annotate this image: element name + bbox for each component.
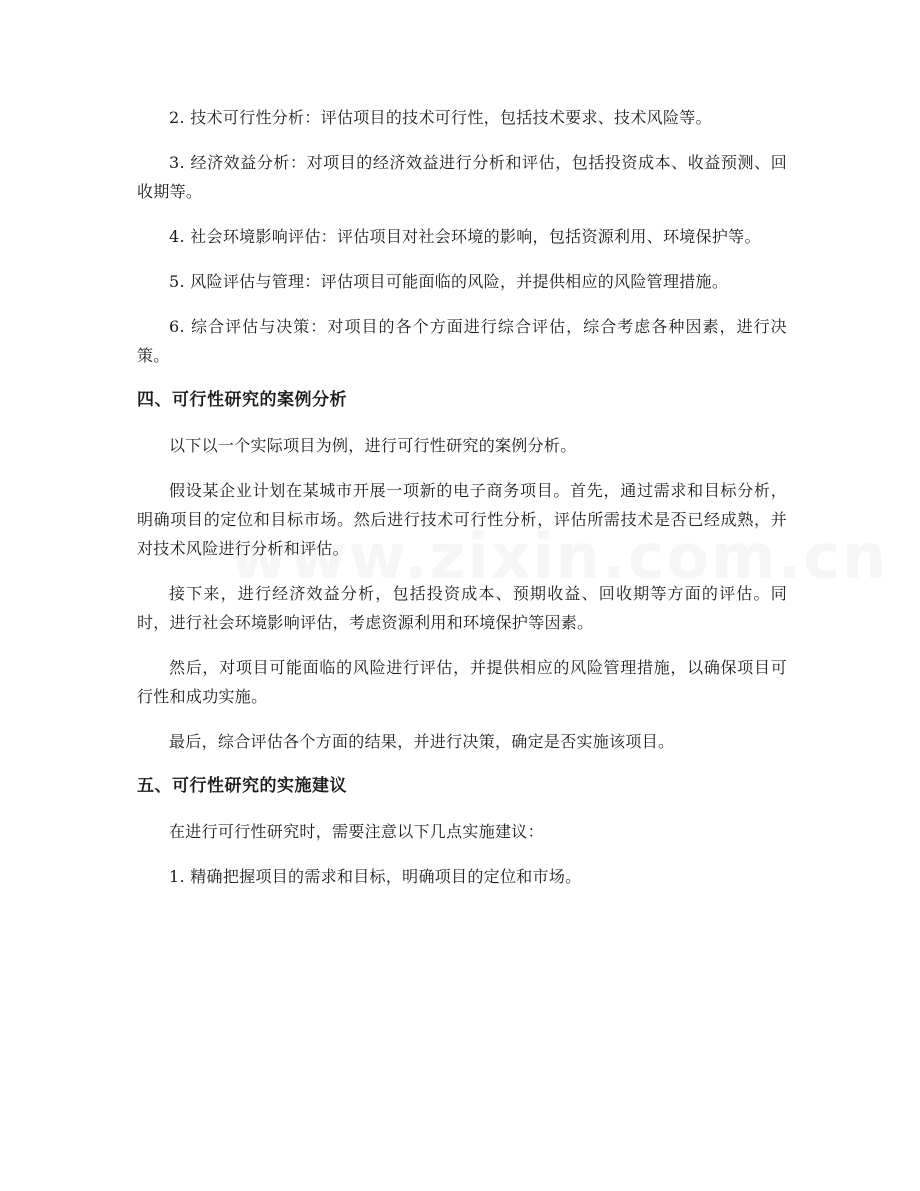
section-heading-implementation: 五、可行性研究的实施建议	[137, 776, 347, 796]
list-item-risk-assessment: 5. 风险评估与管理：评估项目可能面临的风险，并提供相应的风险管理措施。	[169, 272, 729, 291]
paragraph-case-decision: 最后，综合评估各个方面的结果，并进行决策，确定是否实施该项目。	[169, 732, 675, 751]
section-heading-case-analysis: 四、可行性研究的案例分析	[137, 390, 347, 410]
paragraph-case-risk: 然后，对项目可能面临的风险进行评估，并提供相应的风险管理措施，以确保项目可行性和成功实施。	[137, 658, 787, 706]
paragraph-case-assumption: 假设某企业计划在某城市开展一项新的电子商务项目。首先，通过需求和目标分析，明确项目的定位和目标市场。然后进行技术可行性分析，评估所需技术是否已经成熟，并对技术风险进行分析和评估。	[137, 481, 787, 558]
paragraph-implementation-intro: 在进行可行性研究时，需要注意以下几点实施建议：	[169, 822, 544, 841]
list-item-technical-feasibility: 2. 技术可行性分析：评估项目的技术可行性，包括技术要求、技术风险等。	[169, 108, 712, 127]
list-item-social-environment: 4. 社会环境影响评估：评估项目对社会环境的影响，包括资源利用、环境保护等。	[169, 227, 761, 246]
paragraph-case-economic: 接下来，进行经济效益分析，包括投资成本、预期收益、回收期等方面的评估。同时，进行社会环境影响评估，考虑资源利用和环境保护等因素。	[137, 584, 787, 632]
list-item-comprehensive-evaluation: 6. 综合评估与决策：对项目的各个方面进行综合评估，综合考虑各种因素，进行决策。	[137, 317, 787, 365]
paragraph-case-intro: 以下以一个实际项目为例，进行可行性研究的案例分析。	[169, 436, 577, 455]
list-item-requirements-goals: 1. 精确把握项目的需求和目标，明确项目的定位和市场。	[169, 867, 582, 886]
document-body	[137, 103, 787, 907]
list-item-economic-benefit: 3. 经济效益分析：对项目的经济效益进行分析和评估，包括投资成本、收益预测、回收期等。	[137, 153, 787, 201]
